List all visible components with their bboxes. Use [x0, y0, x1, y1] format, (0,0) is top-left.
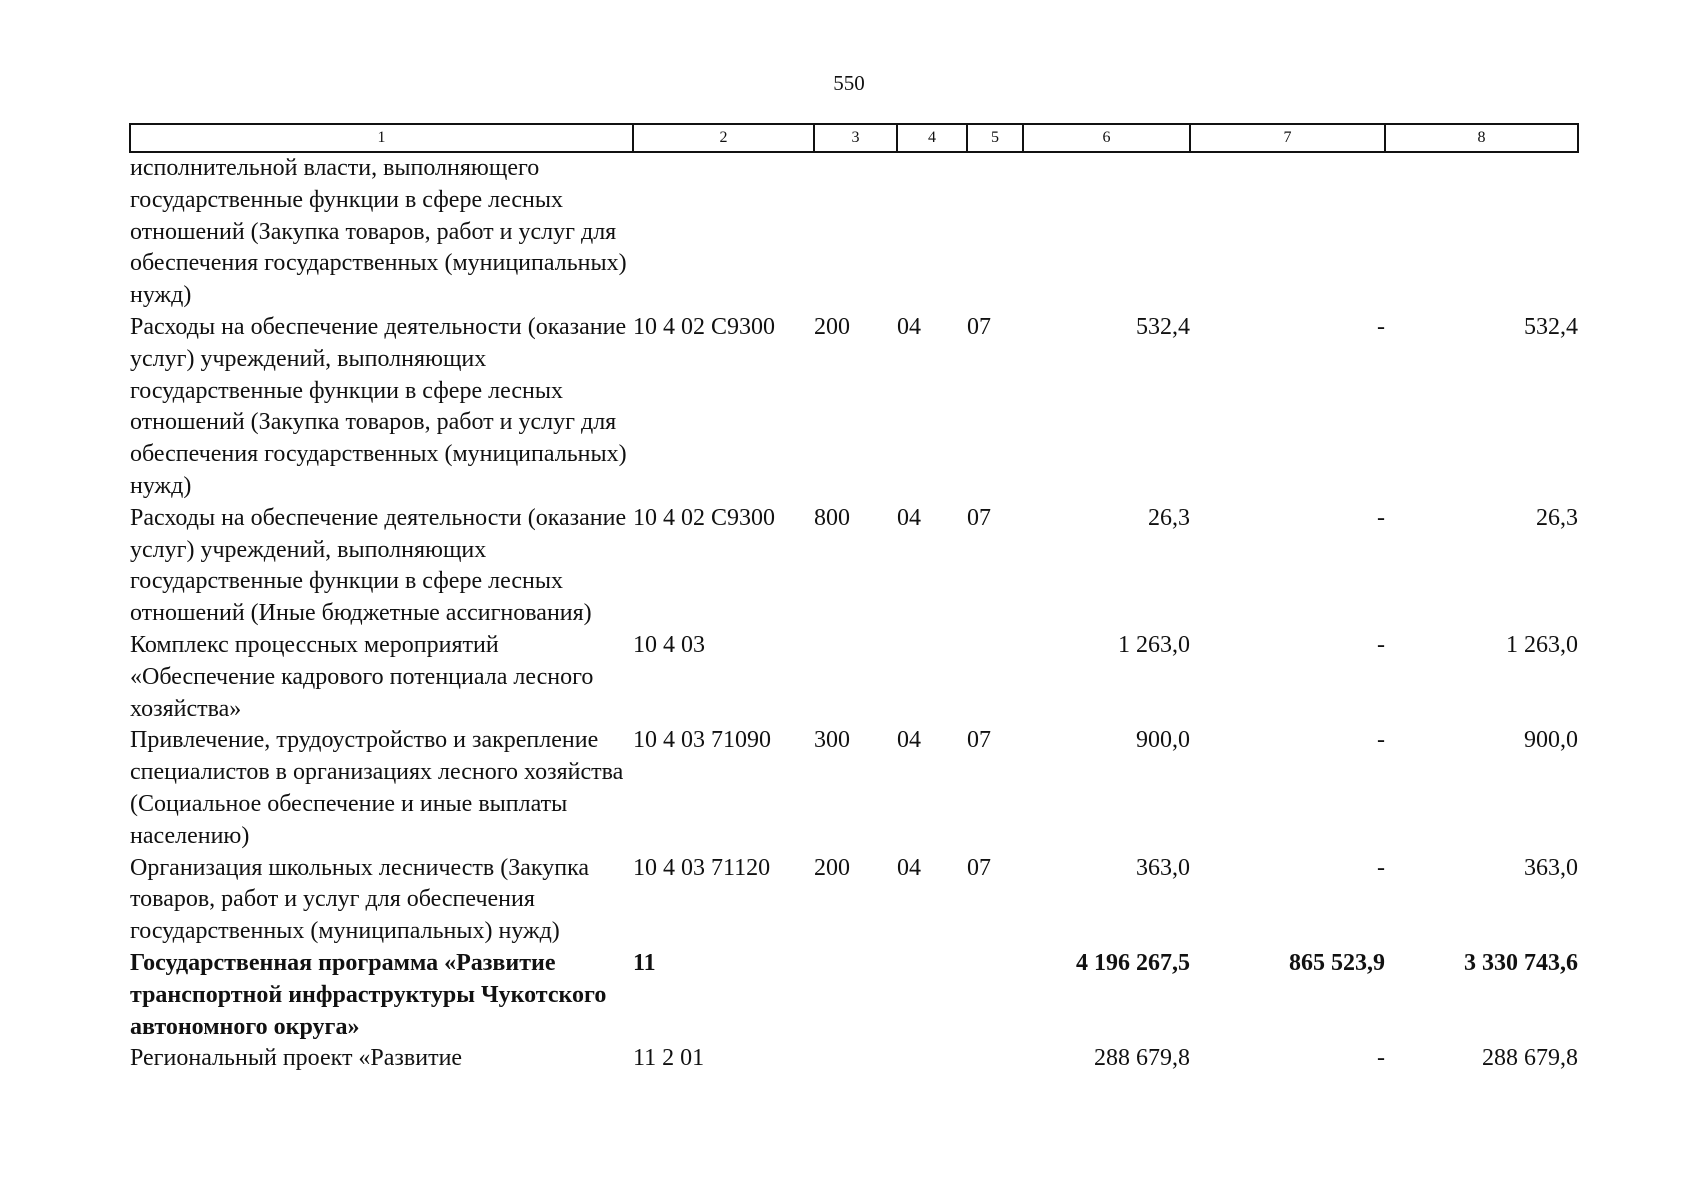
header-cell: 5 — [967, 124, 1023, 152]
row-code: 10 4 03 71090 — [633, 727, 771, 754]
row-rz — [897, 948, 967, 1043]
header-cell: 3 — [814, 124, 897, 152]
row-federal: - — [1377, 504, 1385, 531]
row-federal: 865 523,9 — [1289, 949, 1385, 976]
row-vr: 300 — [814, 727, 850, 754]
table-body — [130, 152, 1578, 1075]
table-row — [130, 1043, 1578, 1075]
header-row — [130, 124, 1578, 152]
table-row — [130, 725, 1578, 852]
row-name: Региональный проект «Развитие — [130, 1045, 463, 1072]
row-regional: 532,4 — [1524, 313, 1578, 340]
row-federal: - — [1377, 313, 1385, 340]
row-code: 11 — [633, 949, 656, 976]
row-vr — [814, 152, 897, 312]
row-pr — [967, 630, 1023, 725]
table-row — [130, 630, 1578, 725]
row-name: исполнительной власти, выполняющего государственные функции в сфере лесных отношений (Закупка товаров, работ и услуг для обеспечения государственных (муниципальных) нужд) — [130, 155, 627, 309]
row-total: 288 679,8 — [1094, 1045, 1190, 1072]
row-name: Комплекс процессных мероприятий «Обеспечение кадрового потенциала лесного хозяйства» — [130, 631, 594, 722]
header-cell: 2 — [633, 124, 814, 152]
row-rz: 04 — [897, 504, 921, 531]
row-pr: 07 — [967, 313, 991, 340]
table-row — [130, 853, 1578, 948]
row-federal: - — [1377, 727, 1385, 754]
row-vr — [814, 630, 897, 725]
row-vr — [814, 948, 897, 1043]
row-regional: 3 330 743,6 — [1464, 949, 1578, 976]
row-total: 363,0 — [1136, 854, 1190, 881]
header-cell: 6 — [1023, 124, 1190, 152]
row-name: Расходы на обеспечение деятельности (оказание услуг) учреждений, выполняющих государственные функции в сфере лесных отношений (Закупка товаров, работ и услуг для обеспечения государственных (муниципальных) нужд) — [130, 313, 627, 499]
row-vr: 800 — [814, 504, 850, 531]
row-pr: 07 — [967, 727, 991, 754]
row-regional: 26,3 — [1536, 504, 1578, 531]
row-federal — [1190, 152, 1385, 312]
row-regional: 900,0 — [1524, 727, 1578, 754]
row-vr: 200 — [814, 313, 850, 340]
row-rz: 04 — [897, 727, 921, 754]
header-cell: 7 — [1190, 124, 1385, 152]
row-total: 900,0 — [1136, 727, 1190, 754]
budget-table — [129, 123, 1579, 1075]
table-row — [130, 503, 1578, 630]
row-pr: 07 — [967, 504, 991, 531]
row-total: 26,3 — [1148, 504, 1190, 531]
row-total: 532,4 — [1136, 313, 1190, 340]
row-pr: 07 — [967, 854, 991, 881]
row-regional: 288 679,8 — [1482, 1045, 1578, 1072]
row-pr — [967, 152, 1023, 312]
row-pr — [967, 1043, 1023, 1075]
table-row — [130, 948, 1578, 1043]
header-cell: 1 — [130, 124, 633, 152]
row-rz — [897, 1043, 967, 1075]
row-name: Расходы на обеспечение деятельности (оказание услуг) учреждений, выполняющих государственные функции в сфере лесных отношений (Иные бюджетные ассигнования) — [130, 504, 627, 627]
header-cell: 8 — [1385, 124, 1578, 152]
row-vr — [814, 1043, 897, 1075]
row-rz — [897, 630, 967, 725]
row-rz: 04 — [897, 313, 921, 340]
row-vr: 200 — [814, 854, 850, 881]
row-code: 11 2 01 — [633, 1045, 705, 1072]
row-rz: 04 — [897, 854, 921, 881]
row-regional: 1 263,0 — [1506, 631, 1578, 658]
row-name: Государственная программа «Развитие транспортной инфраструктуры Чукотского автономного округа» — [130, 949, 607, 1040]
row-federal: - — [1377, 854, 1385, 881]
row-total: 4 196 267,5 — [1076, 949, 1190, 976]
row-federal: - — [1377, 631, 1385, 658]
row-regional: 363,0 — [1524, 854, 1578, 881]
header-cell: 4 — [897, 124, 967, 152]
row-code: 10 4 03 71120 — [633, 854, 771, 881]
row-rz — [897, 152, 967, 312]
row-name: Организация школьных лесничеств (Закупка товаров, работ и услуг для обеспечения государственных (муниципальных) нужд) — [130, 854, 590, 945]
row-total — [1023, 152, 1190, 312]
page-number: 550 — [833, 71, 865, 95]
row-regional — [1385, 152, 1578, 312]
table-row — [130, 312, 1578, 503]
row-code: 10 4 03 — [633, 631, 705, 658]
table-row — [130, 152, 1578, 312]
row-federal: - — [1377, 1045, 1385, 1072]
row-pr — [967, 948, 1023, 1043]
row-total: 1 263,0 — [1118, 631, 1190, 658]
row-code: 10 4 02 С9300 — [633, 504, 776, 531]
row-code: 10 4 02 С9300 — [633, 313, 776, 340]
row-name: Привлечение, трудоустройство и закрепление специалистов в организациях лесного хозяйства (Социальное обеспечение и иные выплаты населению) — [130, 727, 624, 849]
row-code — [633, 152, 814, 312]
